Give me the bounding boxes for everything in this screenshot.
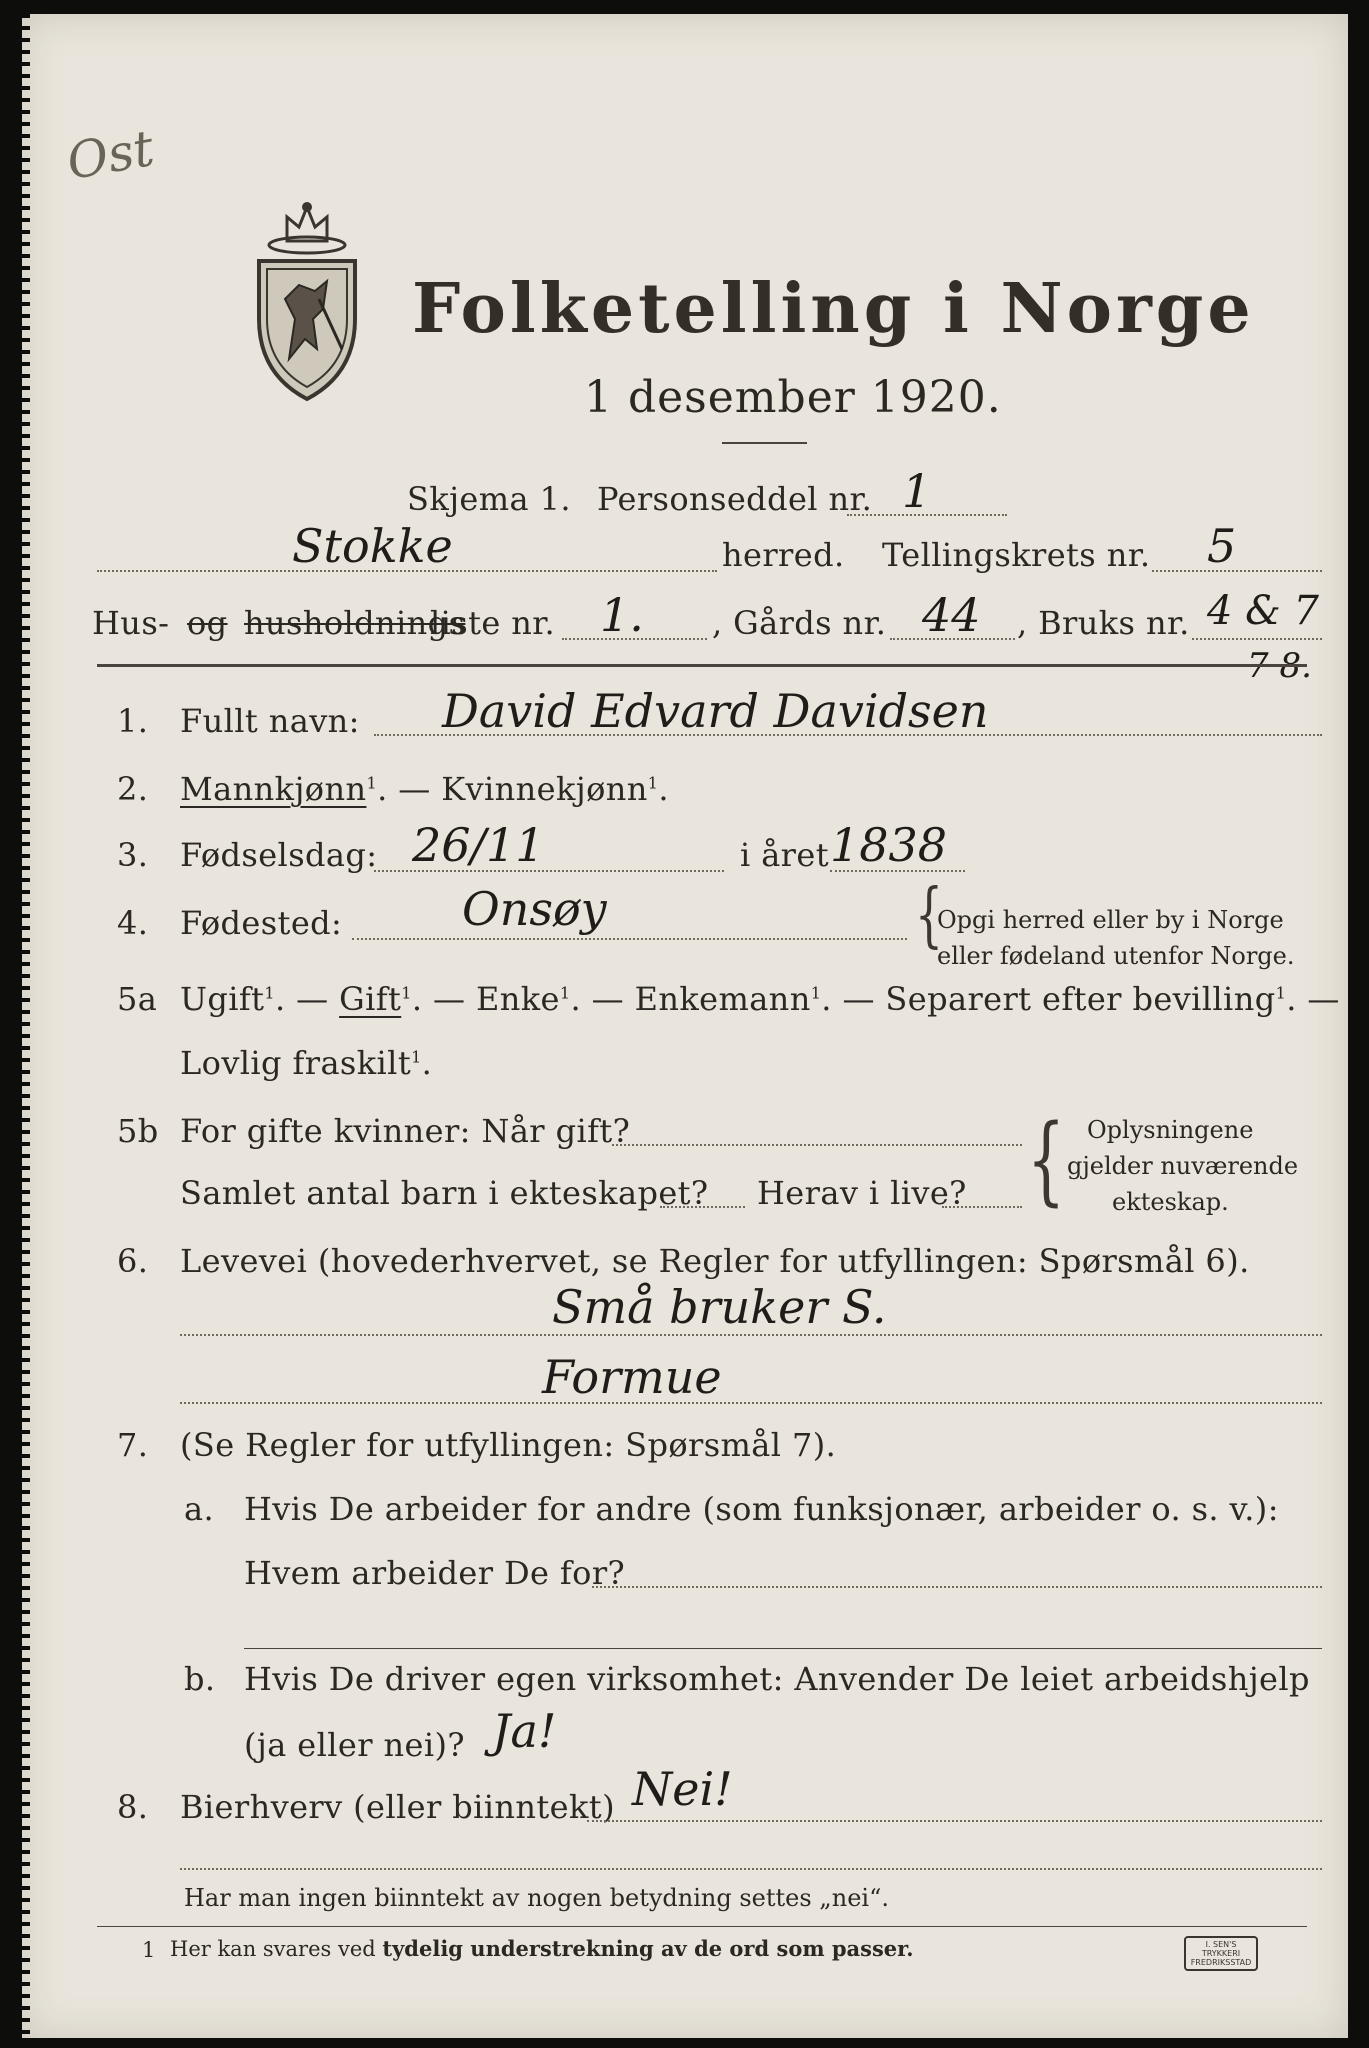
footnote-marker: 1	[142, 1938, 156, 1962]
q7b-text-2: (ja eller nei)?	[244, 1726, 465, 1764]
birthplace-note-2: eller fødeland utenfor Norge.	[937, 942, 1295, 970]
q6-number: 6.	[117, 1242, 149, 1280]
occupation-value: Små bruker S.	[552, 1280, 887, 1334]
biinntekt-note: Har man ingen biinntekt av nogen betydning settes „nei“.	[184, 1884, 889, 1912]
q5b-label-1: For gifte kvinner: Når gift?	[180, 1112, 631, 1150]
hus-label: Hus-	[92, 604, 170, 642]
q5a-number: 5a	[117, 980, 158, 1018]
printer-stamp: I. SEN'S TRYKKERI FREDRIKSSTAD	[1184, 1936, 1258, 1971]
bruks-value-2: 7 8.	[1247, 646, 1312, 686]
q2-number: 2.	[117, 770, 149, 808]
gards-value: 44	[922, 588, 981, 642]
birthday-value: 26/11	[412, 818, 545, 872]
marital-options: Ugift$^1$. — Gift$^1$. — Enke$^1$. — Enkemann$^1$. — Separert efter bevilling$^1$. —	[180, 980, 1340, 1018]
personseddel-label: Personseddel nr.	[597, 480, 873, 518]
q3-number: 3.	[117, 836, 149, 874]
herred-value: Stokke	[292, 519, 453, 573]
q5b-note-3: ekteskap.	[1112, 1188, 1229, 1216]
birthplace-note-1: Opgi herred eller by i Norge	[937, 906, 1284, 934]
tellingskrets-value: 5	[1207, 519, 1237, 573]
herred-label: herred.	[722, 536, 845, 574]
bruks-label: , Bruks nr.	[1017, 604, 1190, 642]
husholdning-label: husholdnings	[244, 604, 466, 642]
q5b-note-2: gjelder nuværende	[1067, 1152, 1299, 1180]
corner-handwritten-mark: Ost	[62, 118, 159, 192]
q7b-text: Hvis De driver egen virksomhet: Anvender De leiet arbeidshjelp	[244, 1660, 1310, 1698]
q7-number: 7.	[117, 1426, 149, 1464]
liste-label: liste nr.	[430, 604, 556, 642]
birth-year-value: 1838	[830, 818, 948, 872]
liste-value: 1.	[600, 588, 644, 642]
q3-label: Fødselsdag:	[180, 836, 378, 874]
q5b-number: 5b	[117, 1112, 159, 1150]
bruks-value: 4 & 7	[1207, 588, 1319, 634]
footnote-text: Her kan svares ved tydelig understrekning av de ord som passer.	[170, 1936, 914, 1961]
q4-label: Fødested:	[180, 904, 343, 942]
q5b-note-1: Oplysningene	[1087, 1116, 1254, 1144]
full-name-value: David Edvard Davidsen	[442, 684, 989, 738]
birthplace-value: Onsøy	[462, 882, 607, 936]
q7b-letter: b.	[184, 1660, 216, 1698]
gards-label: , Gårds nr.	[712, 604, 887, 642]
q2-options: Mannkjønn$^1$. — Kvinnekjønn$^1$.	[180, 770, 669, 808]
q4-number: 4.	[117, 904, 149, 942]
q1-number: 1.	[117, 702, 149, 740]
q5b-label-2: Samlet antal barn i ekteskapet?	[180, 1174, 709, 1212]
page-title: Folketelling i Norge	[412, 269, 1255, 349]
og-label: og	[187, 604, 228, 642]
q8-label: Bierhverv (eller biinntekt)	[180, 1788, 615, 1826]
perforated-edge	[22, 14, 30, 2038]
q7a-text-2: Hvem arbeider De for?	[244, 1554, 626, 1592]
q6-label: Levevei (hovederhvervet, se Regler for utfyllingen: Spørsmål 6).	[180, 1242, 1250, 1280]
census-form-sheet: Ost Folketelling i Norge 1 desember 1920. Skjema 1. Personseddel nr. 1 Stokke herred. Tellingskrets nr. 5 Hus- og husholdnings liste nr. 1. , Gårds nr. 44 , Bruks nr. 4 & 7 7 8. 1. Fullt navn: David Edvard Davidsen 2. Mannkjønn$^1$. — Kvinnekjønn$^1$. 3. Fødselsdag: 26/11 i året 1838 4. Fødested: Onsøy { Opgi herred eller by i Norge eller fødeland utenfor Norge. 5a Ugift$^1$. — Gift$^1$. — Enke$^1$. — Enkemann$^1$. — Separert efter bevilling$^1$. — Lovlig fraskilt$^1$. 5b For gifte kvinner: Når gift? Samlet antal barn i ekteskapet? Herav i live? { Oplysningene gjelder nuværende ekteskap. 6. Levevei (hovederhvervet, se Regler for utfyllingen: Spørsmål 6). Små bruker S. Formue 7. (Se Regler for utfyllingen: Spørsmål 7). a. Hvis De arbeider for andre (som funksjonær, arbeider o. s. v.): Hvem arbeider De for? b. Hvis De driver egen virksomhet: Anvender De leiet arbeidshjelp (ja eller nei)? Ja! 8. Bierhverv (eller biinntekt) Nei! Har man ingen biinntekt av nogen betydning settes „nei“. 1 Her kan svares ved tydelig understrekning av de ord som passer. I. SEN'S TRYKKERI FREDRIKSSTAD	[22, 14, 1348, 2038]
female-option: Kvinnekjønn	[441, 770, 648, 808]
gift-option: Gift	[339, 980, 402, 1018]
q8-number: 8.	[117, 1788, 149, 1826]
q1-label: Fullt navn:	[180, 702, 360, 740]
census-date: 1 desember 1920.	[584, 372, 1002, 423]
schema-label: Skjema 1.	[407, 480, 571, 518]
male-option: Mannkjønn	[180, 770, 367, 808]
q8-value: Nei!	[632, 1762, 733, 1816]
q5b-label-3: Herav i live?	[757, 1174, 967, 1212]
q7a-text: Hvis De arbeider for andre (som funksjonær, arbeider o. s. v.):	[244, 1490, 1279, 1528]
header-divider	[97, 664, 1307, 667]
tellingskrets-label: Tellingskrets nr.	[882, 536, 1151, 574]
personseddel-value: 1	[902, 464, 932, 518]
q7a-letter: a.	[184, 1490, 215, 1528]
year-label: i året	[740, 836, 829, 874]
title-divider	[722, 442, 807, 444]
coat-of-arms-icon	[247, 199, 367, 409]
occupation-value-2: Formue	[542, 1350, 722, 1404]
fraskilt-option: Lovlig fraskilt$^1$.	[180, 1044, 433, 1082]
q7b-value: Ja!	[492, 1704, 557, 1758]
q7-label: (Se Regler for utfyllingen: Spørsmål 7).	[180, 1426, 837, 1464]
